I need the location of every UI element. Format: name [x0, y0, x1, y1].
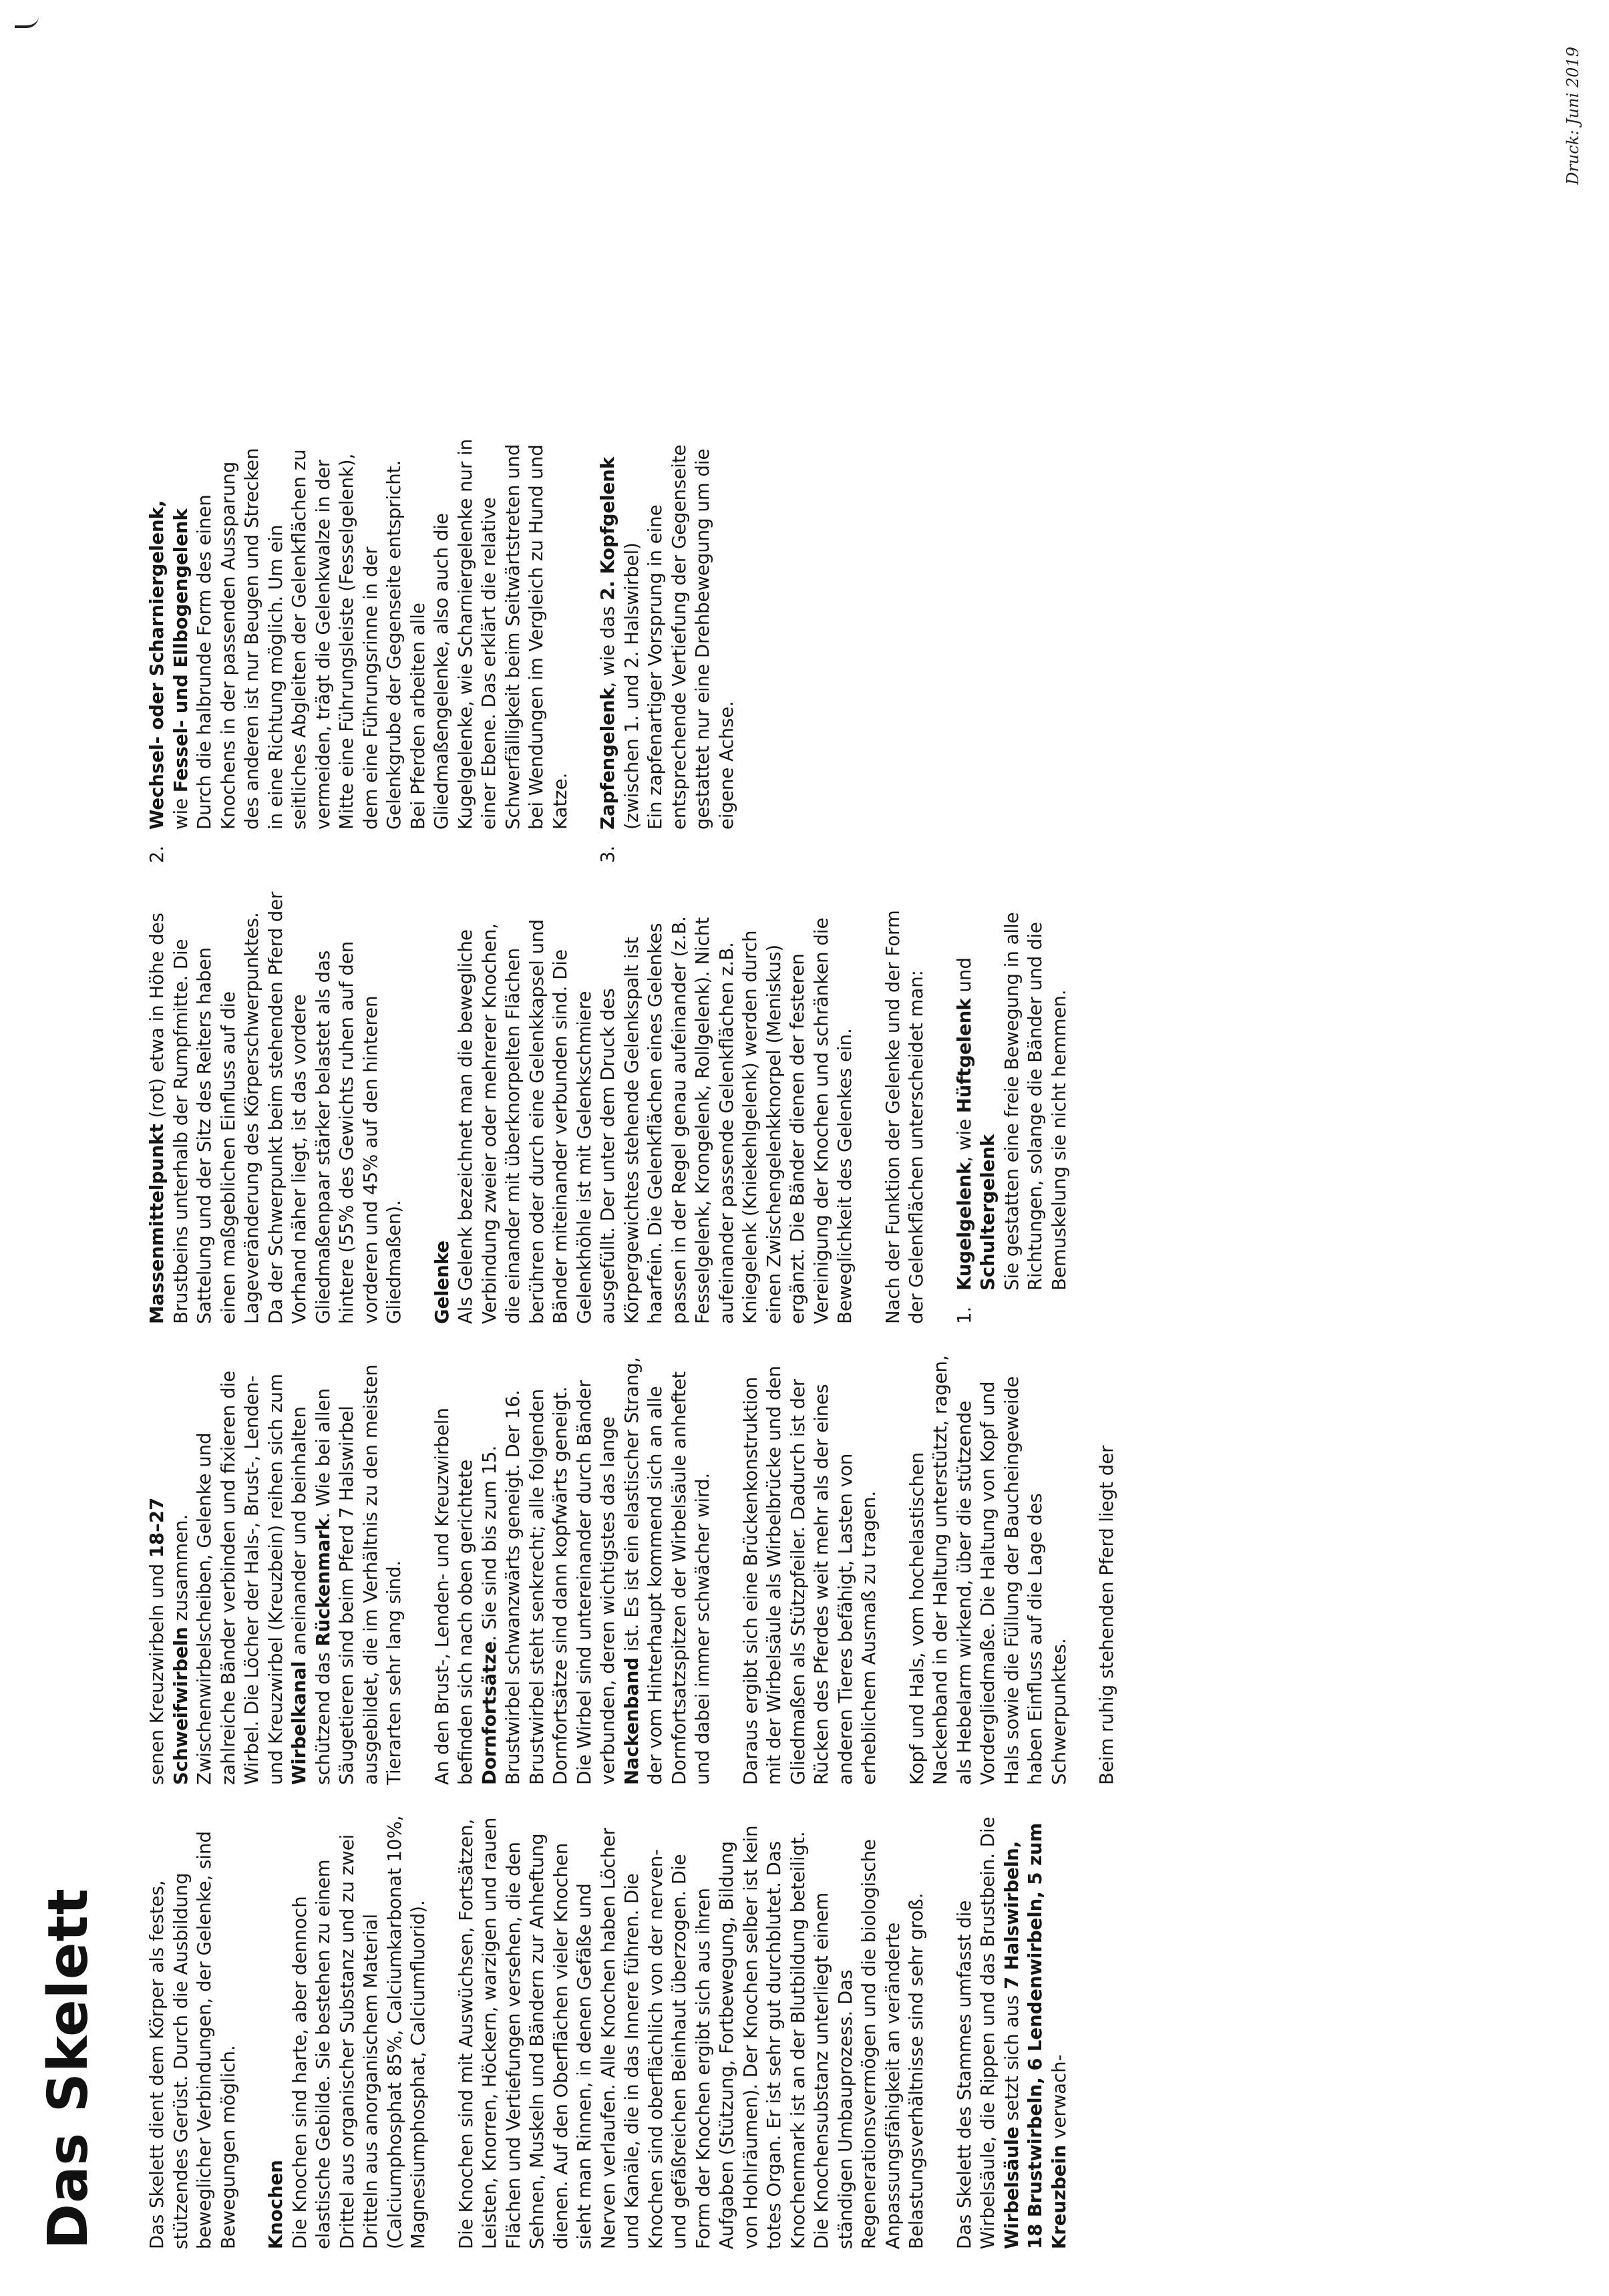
text-run: Das Skelett des Stammes umfasst die Wirbelsäule, die Rippen und das Brustbein. Die: [953, 1816, 999, 2249]
bold-term: Nackenband: [620, 1657, 643, 1785]
corner-mark: [15, 13, 39, 28]
column-2: [146, 1354, 1143, 1785]
text-run: . Wie bei allen Säugetieren sind beim Pferd 7 Halswirbel ausgebildet, die im Verhältnis zu den meisten Tierarten sehr lang sind.: [312, 1364, 405, 1785]
bold-term: Wirbelsäule: [1001, 2126, 1023, 2249]
text-run: wie: [170, 792, 192, 830]
list-item-zapfengelenk: [596, 436, 739, 863]
list-number: 1.: [953, 1306, 975, 1324]
schwerpunkt-paragraph-start: Beim ruhig stehenden Pferd liegt der: [1096, 1445, 1117, 1785]
text-run: setzt sich aus: [1001, 1989, 1023, 2127]
massenmittelpunkt-paragraph: [146, 891, 407, 1324]
list-number: 2.: [146, 845, 168, 863]
bold-term: Massenmittelpunkt: [146, 1124, 168, 1324]
column-3: [146, 891, 1095, 1324]
gelenke-paragraph: Als Gelenk bezeichnet man die bewegliche Verbindung zweier oder mehrerer Knochen, die einander mit überknorpelten Flächen berühren oder durch eine Gelenkkapsel und Bänder miteinander verbunden sind. Die Gelenkhöhle ist mit Gelenkschmiere ausgefüllt. Der unter dem Druck des Körpergewichtes stehende Gelenkspalt ist haarfein. Die Gelenkflächen eines Gelenkes passen in der Regel genau aufeinander (z.B. Fesselgelenk, Krongelenk, Rollgelenk). Nicht aufeinander passende Gelenkflächen z.B. Kniegelenk (Kniekehlgelenk) werden durch einen Zwischengelenkknorpel (Meniskus) ergänzt. Die Bänder dienen der festeren Vereinigung der Knochen und schränken die Beweglichkeit des Gelenkes ein.: [455, 916, 856, 1324]
page-title: Das Skelett: [37, 1888, 100, 2249]
bold-term: Schultergelenk: [977, 1134, 999, 1291]
text-run: (rot) etwa in Höhe des Brustbeins unterhalb der Rumpfmitte. Die Sattelung und der Sitz des Reiters haben einen maßgeblichen Einfluss auf die Lageveränderung des Körperschwerpunktes. Da der Schwerpunkt beim stehenden Pferd der Vorhand näher liegt, ist das vordere Gliedmaßenpaar stärker belastet als das hintere (55% des Gewichts ruhen auf den vorderen und 45% auf den hinteren Gliedmaßen).: [146, 891, 405, 1324]
text-run: Ein zapfenartiger Vorsprung in eine entsprechende Vertiefung der Gegenseite gestattet nur eine Drehbewegung um die eigene Achse.: [645, 444, 737, 830]
wirbel-paragraph: [146, 1354, 407, 1785]
knochen-paragraph-1: Die Knochen sind harte, aber dennoch elastische Gebilde. Sie bestehen zu einem Drittel aus organischer Substanz und zu zwei Dritteln aus anorganischem Material (Calciumphosphat 85%, Calciumkarbonat 10%, Magnesiumphosphat, Calciumfluorid).: [289, 1815, 429, 2249]
bold-term: Fessel- und Ellbogengelenk: [170, 508, 192, 793]
list-number: 3.: [597, 845, 618, 863]
intro-paragraph: Das Skelett dient dem Körper als festes, stützendes Gerüst. Durch die Ausbildung beweglicher Verbindungen, der Gelenke, sind Bewegungen möglich.: [146, 1831, 239, 2249]
text-run: senen Kreuzwirbeln und: [146, 1558, 168, 1785]
text-run: . Sie sind bis zum 15. Brustwirbel schwanzwärts geneigt. Der 16. Brustwirbel steht senkrecht; alle folgenden Dornfortsätze sind dann kopfwärts geneigt. Die Wirbel sind untereinander durch Bänder verbunden, deren wichtigstes das lange: [478, 1379, 618, 1785]
text-run: Sie gestatten eine freie Bewegung in alle Richtungen, solange die Bänder und die Bemuskelung sie nicht hemmen.: [1001, 912, 1070, 1291]
text-run: und: [953, 957, 975, 999]
list-item-scharniergelenk: [146, 436, 572, 863]
knochen-heading: Knochen: [265, 2160, 287, 2249]
stamm-paragraph: [953, 1812, 1072, 2249]
bold-term: Hüftgelenk: [953, 998, 975, 1114]
bold-term: Zapfengelenk: [597, 687, 618, 830]
column-1: [146, 1812, 1095, 2249]
bold-term: 2. Kopfgelenk: [597, 456, 618, 601]
bold-term: 18–27 Schweifwirbeln: [146, 1497, 192, 1785]
bold-term: 7 Halswirbeln, 18 Brustwirbeln, 6 Lendenwirbeln, 5 zum Kreuzbein: [1001, 1822, 1070, 2249]
bold-term: Rückenmark: [312, 1518, 334, 1647]
column-4: [146, 436, 763, 863]
text-run: (zwischen 1. und 2. Halswirbel): [620, 542, 643, 830]
text-run: An den Brust-, Lenden- und Kreuzwirbeln befinden sich nach oben gerichtete: [431, 1408, 476, 1785]
print-date: Druck: Juni 2019: [1564, 47, 1582, 185]
text-run: zusammen. Zwischenwirbelscheiben, Gelenke und zahlreiche Bänder verbinden und fixieren die Wirbel. Die Löcher der Hals-, Brust-, Lenden- und Kreuzwirbel (Kreuzbein) reihen sich zum: [170, 1371, 287, 1785]
text-run: , wie: [953, 1113, 975, 1162]
list-item-kugelgelenk: [953, 891, 1072, 1324]
gelenk-arten-intro: Nach der Funktion der Gelenke und der Form der Gelenkflächen unterscheidet man:: [882, 910, 927, 1324]
bold-term: Wechsel- oder Scharniergelenk,: [146, 500, 168, 830]
bold-term: Kugelgelenk: [953, 1162, 975, 1291]
brueckenkonstruktion-paragraph: Daraus ergibt sich eine Brückenkonstruktion mit der Wirbelsäule als Wirbelbrücke und den Gliedmaßen als Stützpfeiler. Dadurch ist der Rücken des Pferdes weit mehr als der eines anderen Tieres befähigt, Lasten von erheblichem Ausmaß zu tragen.: [739, 1365, 880, 1785]
dornfortsatz-paragraph: [431, 1354, 715, 1785]
bold-term: Dornfortsätze: [478, 1641, 500, 1785]
text-run: , wie das: [597, 600, 618, 688]
kopf-hals-paragraph: Kopf und Hals, vom hochelastischen Nackenband in der Haltung unterstützt, ragen, als Hebelarm wirkend, über die stützende Vordergliedmaße. Die Haltung von Kopf und Hals sowie die Füllung der Baucheingeweide haben Einfluss auf die Lage des Schwerpunktes.: [906, 1355, 1070, 1785]
bold-term: Wirbelkanal: [289, 1661, 310, 1785]
text-run: verwach-: [1048, 2054, 1070, 2145]
text-run: aneinander und beinhalten schützend das: [289, 1406, 334, 1785]
text-run: Durch die halbrunde Form des einen Knochens in der passenden Aussparung des anderen ist nur Beugen und Strecken in eine Richtung möglich. Um ein seitliches Abgleiten der Gelenkflächen zu vermeiden, trägt die Gelenkwalze in der Mitte eine Führungsleiste (Fesselgelenk), dem eine Führungsrinne in der Gelenkgrube der Gegenseite entspricht. Bei Pferden arbeiten alle Gliedmaßengelenke, also auch die Kugelgelenke, wie Scharniergelenke nur in einer Ebene. Das erklärt die relative Schwerfälligkeit beim Seitwärtstreten und bei Wendungen im Vergleich zu Hund und Katze.: [194, 438, 571, 830]
text-run: ist. Es ist ein elastischer Strang, der vom Hinterhaupt kommend sich an alle Dornfortsatzspitzen der Wirbelsäule anheftet und dabei immer schwächer wird.: [620, 1357, 713, 1785]
knochen-paragraph-2: Die Knochen sind mit Auswüchsen, Fortsätzen, Leisten, Knorren, Höckern, warzigen und rauen Flächen und Vertiefungen versehen, die den Sehnen, Muskeln und Bändern zur Anheftung dienen. Auf den Oberflächen vieler Knochen sieht man Rinnen, in denen Gefäße und Nerven verlaufen. Alle Knochen haben Löcher und Kanäle, die in das Innere führen. Die Knochen sind oberflächlich von der nerven- und gefäßreichen Beinhaut überzogen. Die Form der Knochen ergibt sich aus ihren Aufgaben (Stützung, Fortbewegung, Bildung von Hohlräumen). Der Knochen selber ist kein totes Organ. Er ist sehr gut durchblutet. Das Knochenmark ist an der Blutbildung beteiligt. Die Knochensubstanz unterliegt einem ständigen Umbauprozess. Das Regenerationsvermögen und die biologische Anpassungsfähigkeit an veränderte Belastungsverhältnisse sind sehr groß.: [455, 1817, 927, 2249]
gelenke-heading: Gelenke: [431, 1240, 453, 1324]
